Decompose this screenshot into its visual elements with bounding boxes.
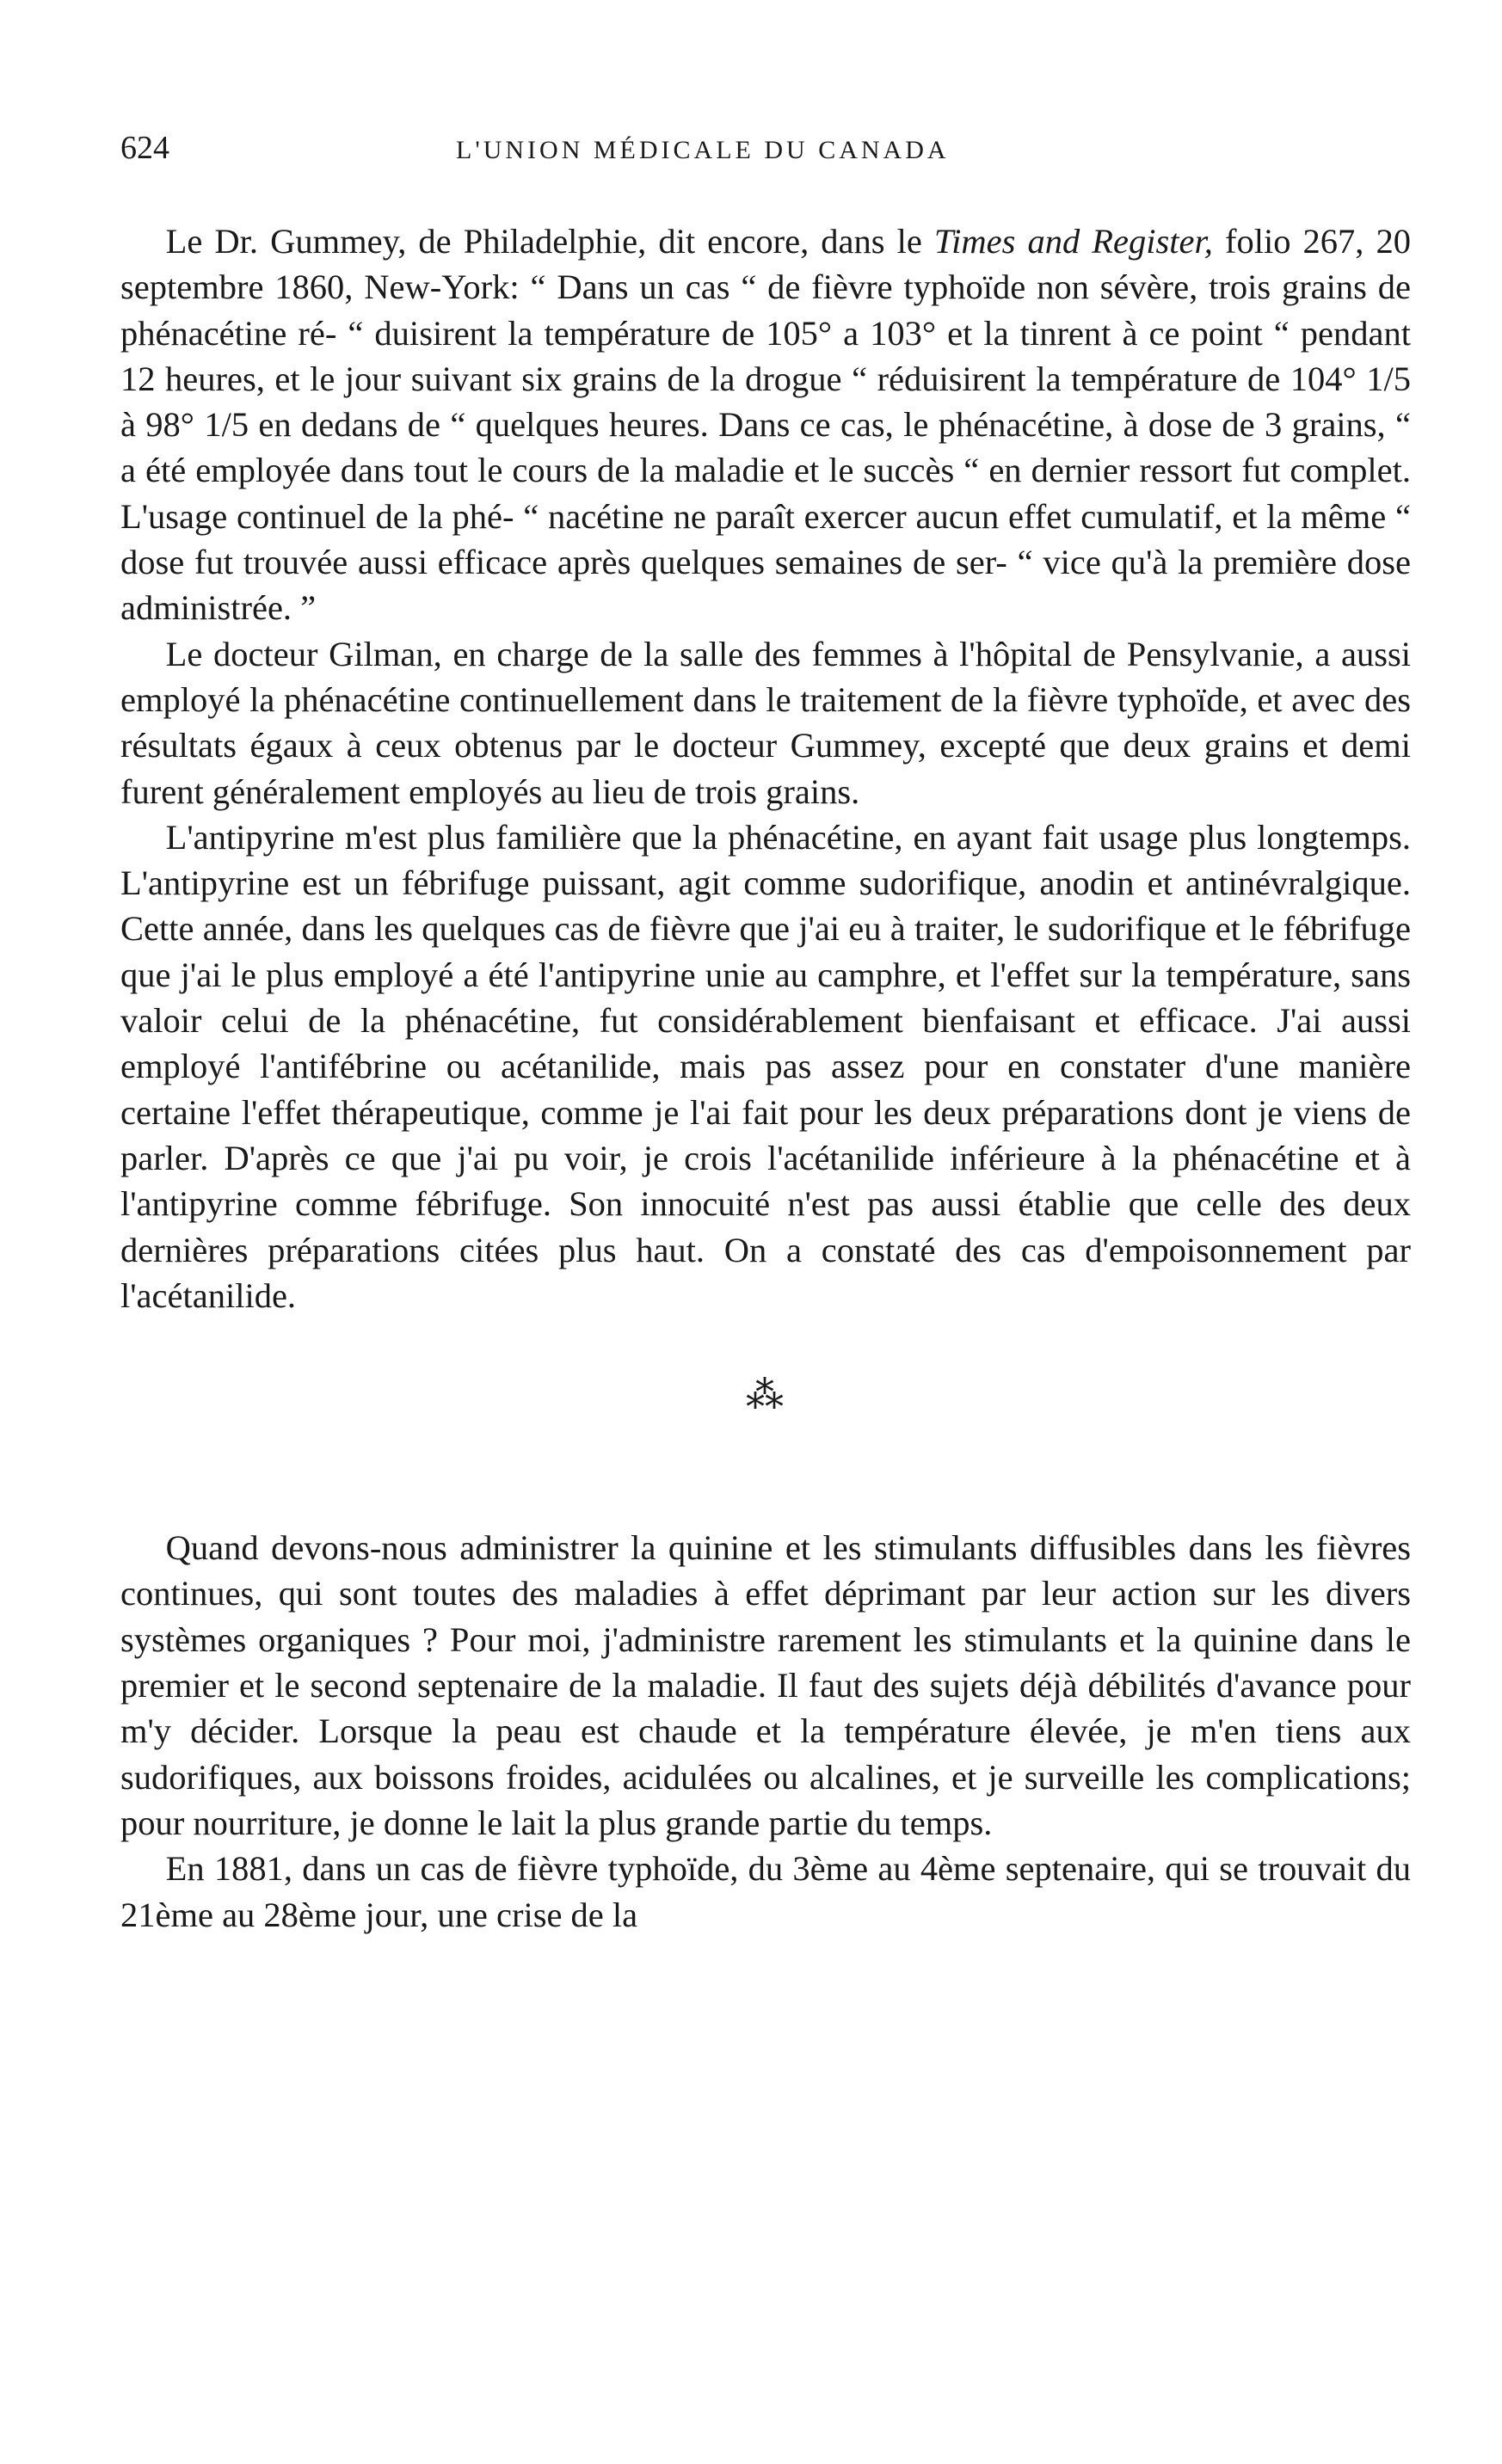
section-separator: ⁂ xyxy=(746,1374,785,1417)
paragraph-antipyrine: L'antipyrine m'est plus familière que la phénacétine, en ayant fait usage plus longtemps. L'antipyrine est un fébrifuge puissant, agit comme sudorifique, anodin et antinévralgique. Cette année, dans les quelques cas de fièvre que j'ai eu à traiter, le sudorifique et le fébrifuge que j'ai le plus employé a été l'antipyrine unie au camphre, et l'effet sur la température, sans valoir celui de la phénacétine, fut considérablement bienfaisant et efficace. J'ai aussi employé l'antifébrine ou acétanilide, mais pas assez pour en constater d'une manière certaine l'effet thérapeutique, comme je l'ai fait pour les deux préparations dont je viens de parler. D'après ce que j'ai pu voir, je crois l'acétanilide inférieure à la phénacétine et à l'antipyrine comme fébrifuge. Son innocuité n'est pas aussi établie que celle des deux dernières préparations citées plus haut. On a constaté des cas d'empoisonnement par l'acétanilide. xyxy=(120,817,1411,1315)
paragraph-quinine: Quand devons-nous administrer la quinine et les stimulants diffusibles dans les fièvres continues, qui sont toutes des maladies à effet déprimant par leur action sur les divers systèmes organiques ? Pour moi, j'administre rarement les stimulants et la quinine dans le premier et le second septenaire de la maladie. Il faut des sujets déjà débilités d'avance pour m'y décider. Lorsque la peau est chaude et la température élevée, je m'en tiens aux sudorifiques, aux boissons froides, acidulées ou alcalines, et je surveille les complications; pour nourriture, je donne le lait la plus grande partie du temps. xyxy=(120,1528,1411,1842)
page-number: 624 xyxy=(120,130,169,166)
paragraph-gummey xyxy=(120,218,1411,631)
paragraph-gummey-lead: Le Dr. Gummey, de Philadelphie, dit encore, dans le xyxy=(165,222,934,261)
paragraph-gummey-quote: folio 267, 20 septembre 1860, New-York: “ Dans un cas “ de fièvre typhoïde non sévère, trois grains de phénacétine ré- “ duisirent la température de 105° a 103° et la tinrent à ce point “ pendant 12 heures, et le jour suivant six grains de la drogue “ réduisirent la température de 104° 1/5 à 98° 1/5 en dedans de “ quelques heures. Dans ce cas, le phénacétine, à dose de 3 grains, “ a été employée dans tout le cours de la maladie et le succès “ en dernier ressort fut complet. L'usage continuel de la phé- “ nacétine ne paraît exercer aucun effet cumulatif, et la même “ dose fut trouvée aussi efficace après quelques semaines de ser- “ vice qu'à la première dose administrée. ” xyxy=(120,222,1411,628)
page xyxy=(120,129,1411,1938)
paragraph-gilman: Le docteur Gilman, en charge de la salle des femmes à l'hôpital de Pensylvanie, a aussi employé la phénacétine continuellement dans le traitement de la fièvre typhoïde, et avec des résultats égaux à ceux obtenus par le docteur Gummey, excepté que deux grains et demi furent généralement employés au lieu de trois grains. xyxy=(120,634,1411,811)
paragraph-1881: En 1881, dans un cas de fièvre typhoïde, du 3ème au 4ème septenaire, qui se trouvait du 21ème au 28ème jour, une crise de la xyxy=(120,1849,1411,1934)
running-head xyxy=(120,129,1411,181)
journal-title: L'UNION MÉDICALE DU CANADA xyxy=(456,136,950,164)
journal-citation: Times and Register, xyxy=(933,222,1213,261)
body-text xyxy=(120,218,1411,1938)
